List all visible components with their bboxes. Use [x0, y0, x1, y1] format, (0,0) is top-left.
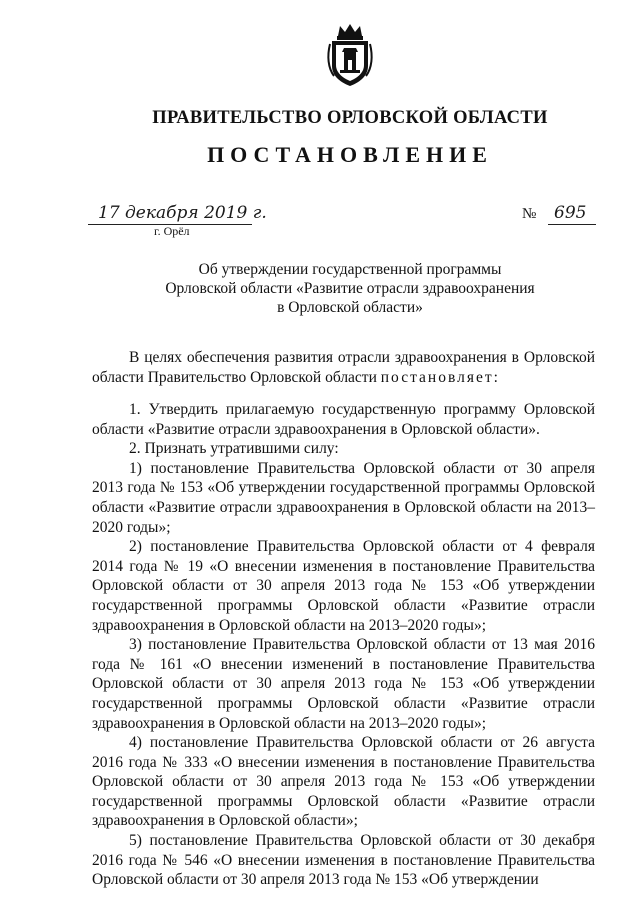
number-label: №: [522, 206, 537, 222]
document-subject: [140, 260, 560, 317]
subject-line: в Орловской области»: [277, 299, 423, 316]
repealed-act-item: 4) постановление Правительства Орловской области от 26 августа 2016 года № 333 «О внесении изменения в постановление Правительства Орловской области от 30 апреля 2013 года № 153 «Об утверждении государственной программы Орловской области «Развитие отрасли здравоохранения в Орловской области»;: [92, 734, 595, 830]
repealed-act-item: 3) постановление Правительства Орловской области от 13 мая 2016 года № 161 «О внесении изменений в постановление Правительства Орловской области от 30 апреля 2013 года № 153 «Об утверждении государственной программы Орловской области «Развитие отрасли здравоохранения в Орловской области на 2013–2020 годы»;: [92, 636, 595, 732]
decree-item: 1. Утвердить прилагаемую государственную программу Орловской области «Развитие отрасли здравоохранения в Орловской области».: [92, 401, 595, 438]
repealed-act-item: 1) постановление Правительства Орловской области от 30 апреля 2013 года № 153 «Об утверждении государственной программы Орловской области «Развитие отрасли здравоохранения в Орловской области на 2013–2020 годы»;: [92, 459, 595, 536]
number-underline: [548, 224, 596, 225]
decree-items: [92, 400, 595, 890]
city-label: г. Орёл: [154, 224, 190, 238]
handwritten-date: 17 декабря 2019 г.: [98, 203, 267, 223]
handwritten-number: 695: [554, 203, 587, 223]
preamble-paragraph: [92, 348, 595, 387]
coat-of-arms-icon: [326, 22, 374, 88]
preamble-text: В целях обеспечения развития отрасли здравоохранения в Орловской области Правительство Орловской области: [92, 349, 595, 386]
decree-item: 2. Признать утратившими силу:: [129, 440, 339, 458]
subject-line: Орловской области «Развитие отрасли здравоохранения: [165, 280, 535, 297]
preamble-colon: :: [493, 368, 498, 386]
repealed-act-item: 5) постановление Правительства Орловской области от 30 декабря 2016 года № 546 «О внесении изменения в постановление Правительства Орловской области от 30 апреля 2013 года № 153 «Об утверждении: [92, 832, 595, 889]
repealed-act-item: 2) постановление Правительства Орловской области от 4 февраля 2014 года № 19 «О внесении изменения в постановление Правительства Орловской области от 30 апреля 2013 года № 153 «Об утверждении государственной программы Орловской области «Развитие отрасли здравоохранения в Орловской области на 2013–2020 годы»;: [92, 538, 595, 634]
subject-line: Об утверждении государственной программы: [198, 261, 502, 278]
decree-keyword: постановляет: [380, 368, 494, 386]
organization-title: ПРАВИТЕЛЬСТВО ОРЛОВСКОЙ ОБЛАСТИ: [152, 108, 548, 128]
document-type-title: ПОСТАНОВЛЕНИЕ: [207, 142, 493, 167]
